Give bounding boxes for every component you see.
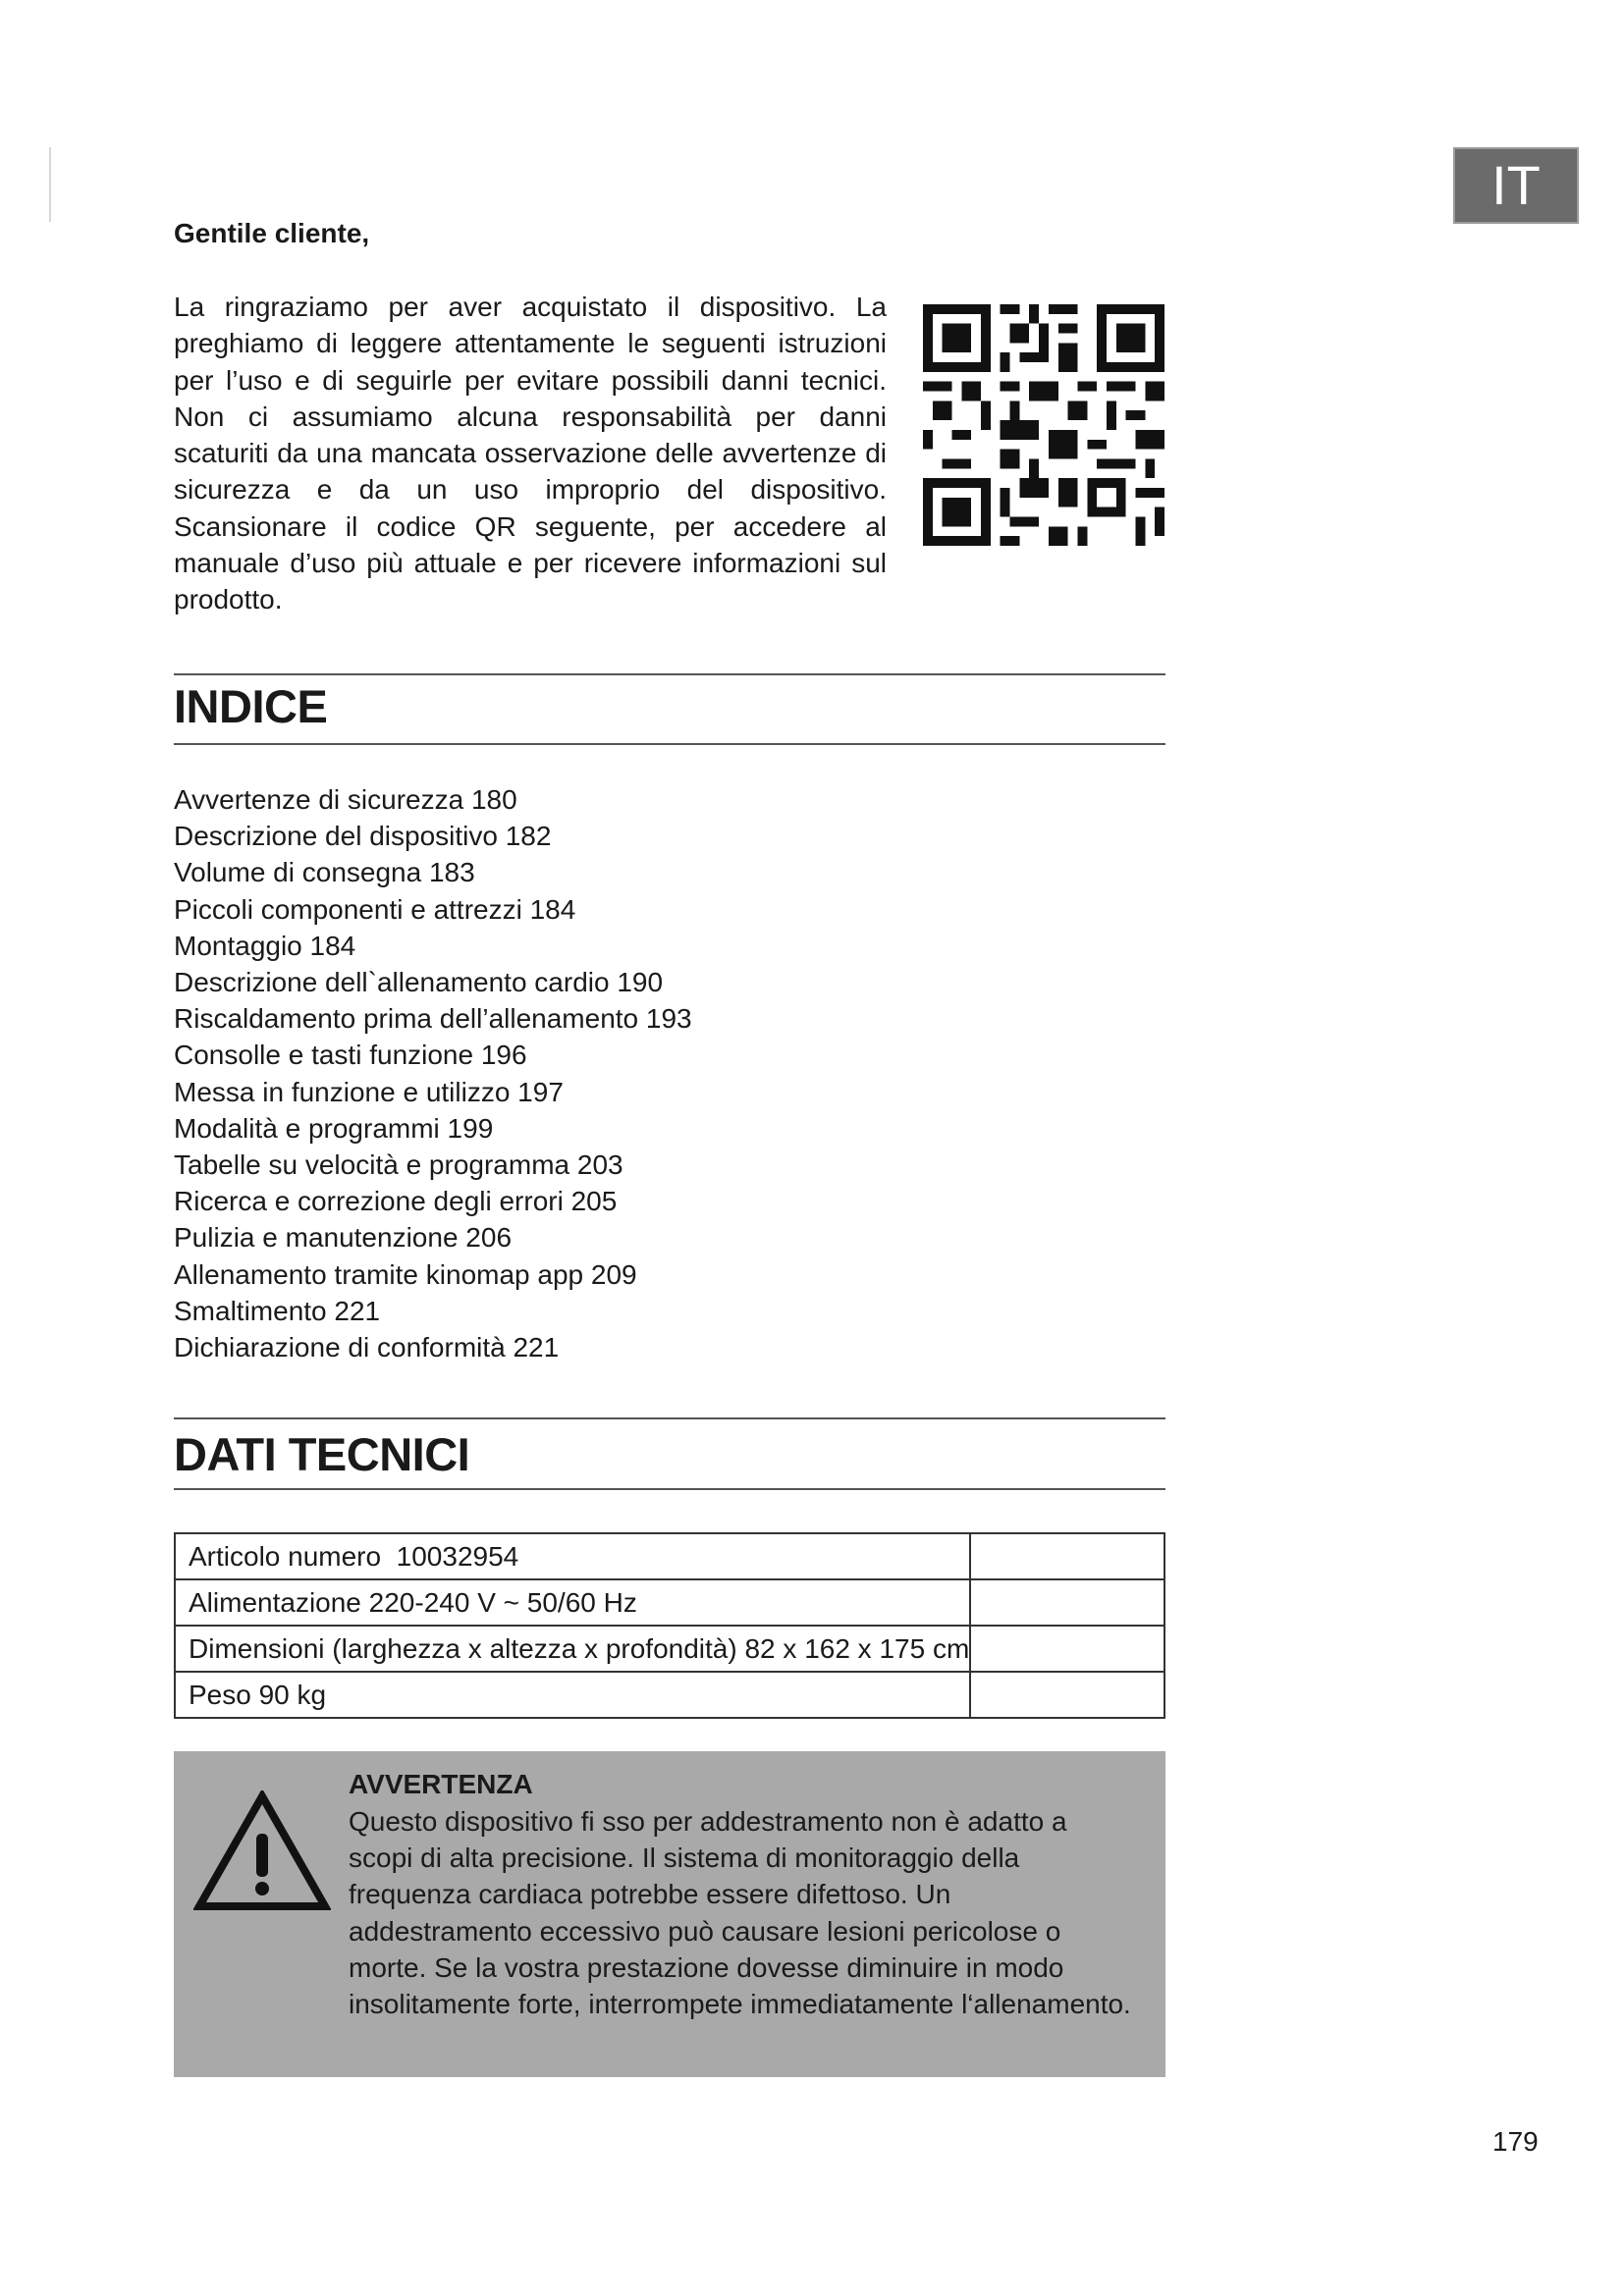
toc-item[interactable]: Consolle e tasti funzione 196 [174, 1040, 527, 1071]
spec-cell [175, 1626, 970, 1672]
toc-item[interactable]: Piccoli componenti e attrezzi 184 [174, 893, 576, 925]
divider [174, 673, 1165, 675]
divider [174, 743, 1165, 745]
toc-item[interactable]: Dichiarazione di conformità 221 [174, 1332, 560, 1363]
spec-cell [175, 1533, 970, 1579]
table-row [175, 1533, 1164, 1579]
toc-item[interactable]: Messa in funzione e utilizzo 197 [174, 1076, 564, 1107]
toc-item[interactable]: Montaggio 184 [174, 930, 356, 961]
table-row [175, 1626, 1164, 1672]
toc-item[interactable]: Tabelle su velocità e programma 203 [174, 1149, 623, 1181]
spec-label: Peso [189, 1679, 251, 1710]
toc-item[interactable]: Smaltimento 221 [174, 1295, 381, 1326]
warning-triangle-icon [193, 1790, 331, 1914]
intro-paragraph: La ringraziamo per aver acquistato il dispositivo. La preghiamo di leggere attentamente le seguenti istruzioni per l’uso e di seguirle per evitare possibili danni tecnici. Non ci assumiamo alcuna responsabilità per danni scaturiti da una mancata osservazione delle avvertenze di sicurezza e da un uso improprio del dispositivo. Scansionare il codice QR seguente, per accedere al manuale d’uso più attuale e per ricevere informazioni sul prodotto. [174, 292, 887, 615]
spec-value: 82 x 162 x 175 cm [744, 1632, 970, 1664]
spec-value: 220-240 V ~ 50/60 Hz [368, 1586, 637, 1618]
greeting: Gentile cliente, [174, 218, 370, 248]
page-number: 179 [1492, 2126, 1539, 2157]
qr-code[interactable] [923, 304, 1164, 546]
spec-value: 10032954 [396, 1540, 519, 1572]
empty-cell [970, 1533, 1164, 1579]
spec-label: Alimentazione [189, 1586, 361, 1618]
table-row [175, 1672, 1164, 1718]
toc-item[interactable]: Ricerca e correzione degli errori 205 [174, 1186, 618, 1217]
toc-item[interactable]: Pulizia e manutenzione 206 [174, 1222, 513, 1254]
table-row [175, 1579, 1164, 1626]
toc-item[interactable]: Avvertenze di sicurezza 180 [174, 784, 517, 815]
spec-label: Articolo numero [189, 1540, 382, 1572]
spec-value: 90 kg [258, 1679, 327, 1710]
language-tab: IT [1453, 147, 1579, 224]
index-title: INDICE [174, 680, 328, 732]
divider [174, 1488, 1165, 1490]
toc-item[interactable]: Allenamento tramite kinomap app 209 [174, 1258, 637, 1290]
warning-text: Questo dispositivo fi sso per addestramento non è adatto a scopi di alta precisione. Il sistema di monitoraggio della frequenza cardiaca potrebbe essere difettoso. Un addestramento eccessivo può causare lesioni pericolose o morte. Se la vostra prestazione dovesse diminuire in modo insolitamente forte, interrompete immediatamente l‘allenamento. [349, 1806, 1131, 2020]
margin-rule [49, 147, 51, 222]
spec-cell [175, 1672, 970, 1718]
warning-box [174, 1751, 1165, 2077]
toc-item[interactable]: Descrizione del dispositivo 182 [174, 821, 552, 852]
toc-item[interactable]: Riscaldamento prima dell’allenamento 193 [174, 1003, 692, 1035]
spec-label: Dimensioni (larghezza x altezza x profondità) [189, 1632, 737, 1664]
empty-cell [970, 1672, 1164, 1718]
empty-cell [970, 1626, 1164, 1672]
empty-cell [970, 1579, 1164, 1626]
tech-data-title: DATI TECNICI [174, 1428, 470, 1480]
toc-item[interactable]: Volume di consegna 183 [174, 857, 475, 888]
table-of-contents [174, 781, 692, 1365]
divider [174, 1417, 1165, 1419]
warning-title: AVVERTENZA [349, 1769, 533, 1799]
spec-cell [175, 1579, 970, 1626]
tech-data-table [174, 1532, 1165, 1719]
toc-item[interactable]: Modalità e programmi 199 [174, 1112, 494, 1144]
toc-item[interactable]: Descrizione dell`allenamento cardio 190 [174, 967, 664, 998]
